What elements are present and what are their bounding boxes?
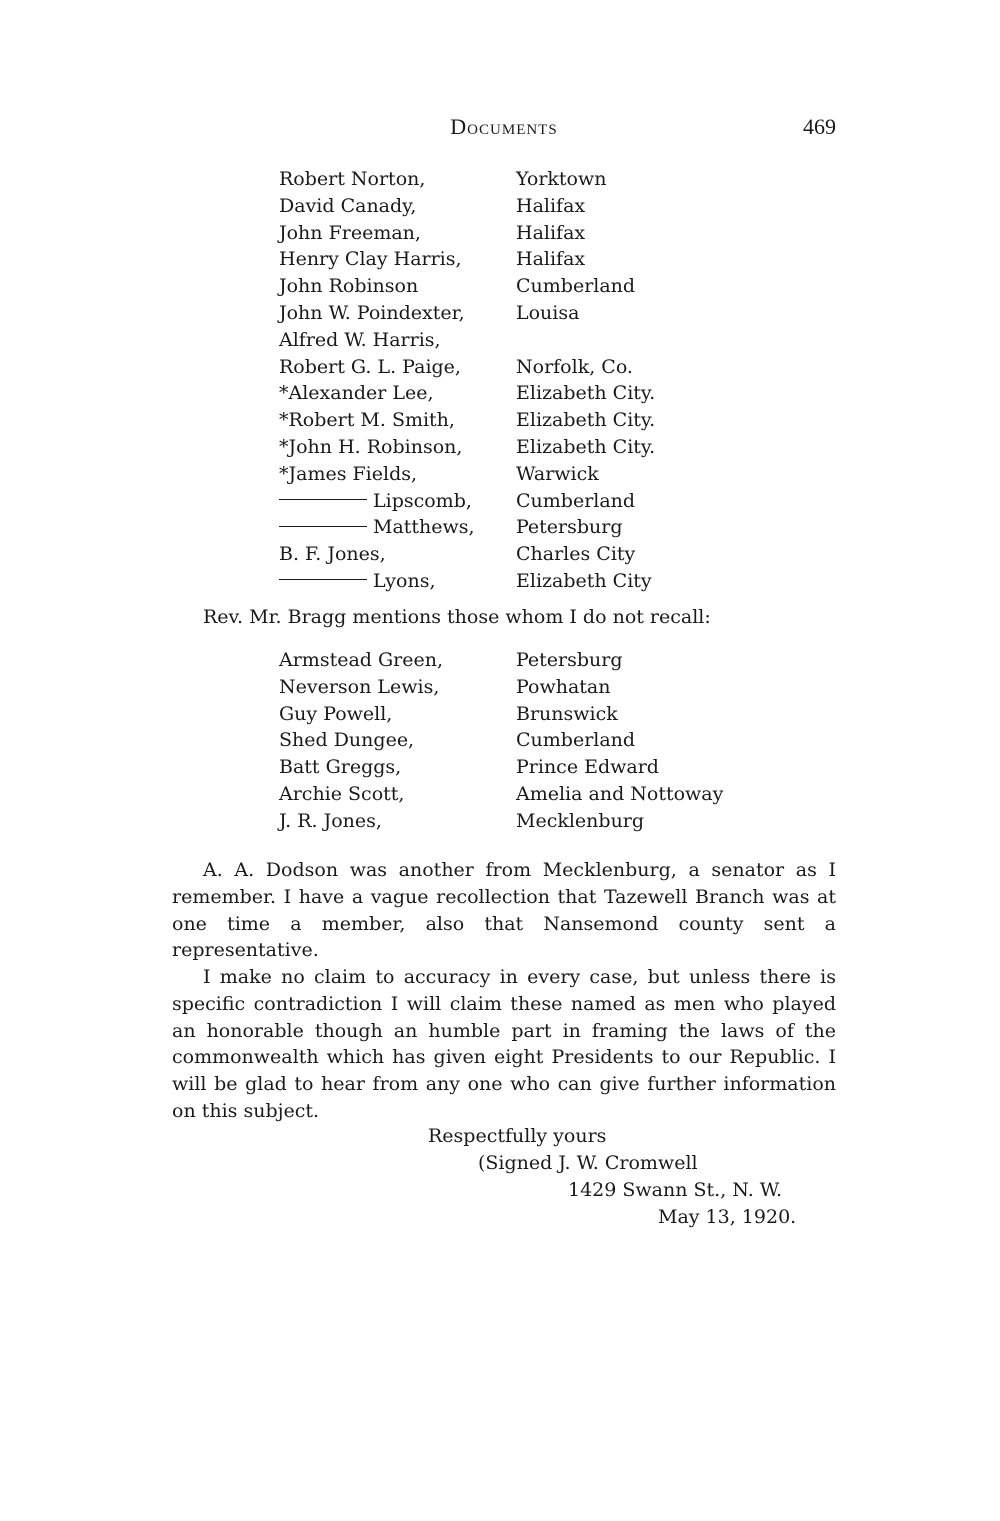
member-name: Lipscomb, xyxy=(279,488,472,515)
member-place: Mecklenburg xyxy=(516,809,645,832)
member-place: Charles City xyxy=(516,543,636,566)
page-number: 469 xyxy=(803,114,836,139)
member-name: Armstead Green, xyxy=(279,649,444,671)
running-title: Documents xyxy=(450,114,558,139)
closing-signature: (Signed J. W. Cromwell xyxy=(478,1152,698,1174)
member-name: Matthews, xyxy=(279,514,475,541)
member-place: Yorktown xyxy=(516,168,607,190)
member-place: Halifax xyxy=(516,248,586,271)
blank-first-name-dash xyxy=(279,579,367,580)
member-name: Batt Greggs, xyxy=(279,756,402,779)
member-name: *James Fields, xyxy=(279,462,418,485)
blank-first-name-dash xyxy=(279,526,367,527)
member-place: Halifax xyxy=(516,194,586,217)
member-name: Neverson Lewis, xyxy=(279,675,440,698)
body-paragraph xyxy=(172,964,836,1125)
member-name: B. F. Jones, xyxy=(279,543,386,566)
paragraph-text: I make no claim to accuracy in every case, but unless there is specific contradiction I will claim these named as men who played an honorable though an humble part in framing the laws of the commonwealth which has given eight Presidents to our Republic. I will be glad to hear from any one who can give further information on this subject. xyxy=(172,966,836,1122)
member-place: Prince Edward xyxy=(516,756,659,779)
member-place: Halifax xyxy=(516,221,586,244)
closing-salutation: Respectfully yours xyxy=(428,1125,607,1147)
member-name: *Alexander Lee, xyxy=(279,382,434,405)
member-name: John Robinson xyxy=(279,275,419,298)
member-place: Cumberland xyxy=(516,489,636,512)
member-name: David Canady, xyxy=(279,194,417,217)
closing-date: May 13, 1920. xyxy=(658,1206,797,1228)
member-place: Elizabeth City. xyxy=(516,382,656,405)
member-place: Cumberland xyxy=(516,275,636,298)
member-name: *Robert M. Smith, xyxy=(279,409,455,432)
member-name: Henry Clay Harris, xyxy=(279,248,462,271)
member-place: Cumberland xyxy=(516,729,636,752)
member-place: Amelia and Nottoway xyxy=(516,782,724,805)
paragraph-text: A. A. Dodson was another from Mecklenburg, a senator as I remember. I have a vague recollection that Tazewell Branch was at one time a member, also that Nansemond county sent a representative. xyxy=(172,859,836,962)
member-place: Petersburg xyxy=(516,516,623,539)
member-place: Elizabeth City. xyxy=(516,409,656,432)
member-name: Archie Scott, xyxy=(279,782,405,805)
blank-first-name-dash xyxy=(279,499,367,500)
body-paragraph xyxy=(172,857,836,964)
member-name: Robert G. L. Paige, xyxy=(279,355,461,378)
member-place: Powhatan xyxy=(516,675,611,698)
member-name: John W. Poindexter, xyxy=(279,301,465,324)
member-place: Petersburg xyxy=(516,649,623,671)
member-name: *John H. Robinson, xyxy=(279,435,463,458)
intro-line: Rev. Mr. Bragg mentions those whom I do not recall: xyxy=(203,606,711,628)
member-place: Louisa xyxy=(516,301,580,324)
member-place: Elizabeth City. xyxy=(516,435,656,458)
member-name: Shed Dungee, xyxy=(279,729,415,752)
member-name: Robert Norton, xyxy=(279,168,426,190)
member-name: John Freeman, xyxy=(279,221,421,244)
closing-address: 1429 Swann St., N. W. xyxy=(568,1179,783,1201)
member-place: Norfolk, Co. xyxy=(516,355,633,378)
member-place: Elizabeth City xyxy=(516,569,652,592)
member-name: Guy Powell, xyxy=(279,702,393,725)
member-name: Lyons, xyxy=(279,568,435,595)
member-name: Alfred W. Harris, xyxy=(279,328,441,351)
member-name: J. R. Jones, xyxy=(279,809,382,832)
member-place: Warwick xyxy=(516,462,599,485)
member-place: Brunswick xyxy=(516,702,618,725)
running-head xyxy=(172,114,836,144)
